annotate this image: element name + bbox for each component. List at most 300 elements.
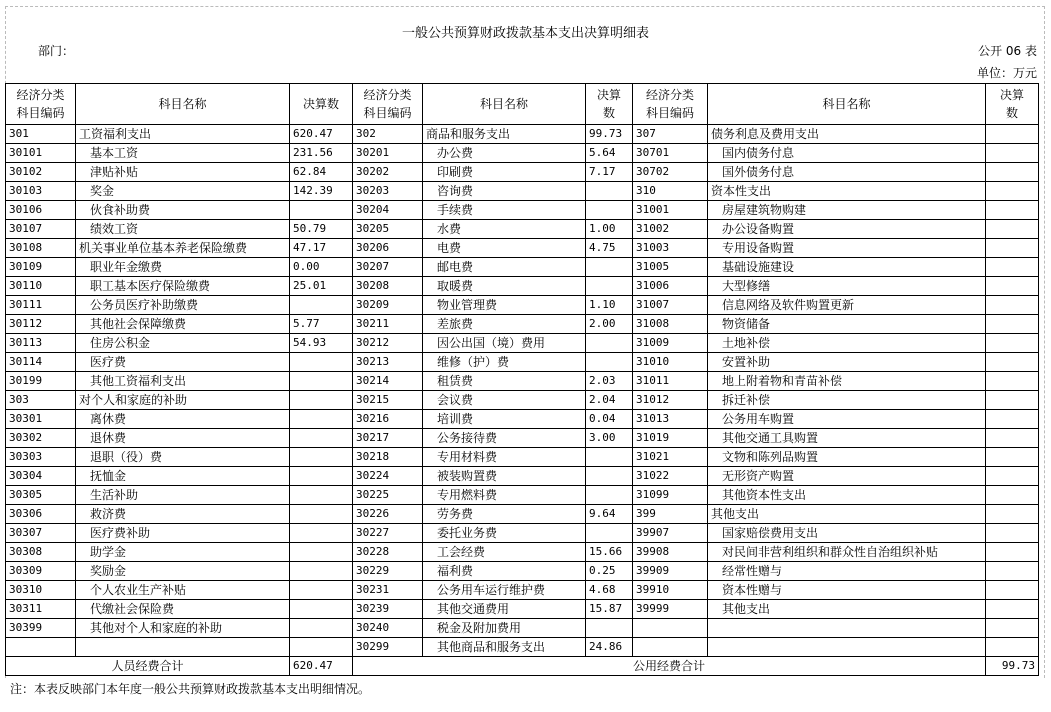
code-cell: 31022 — [633, 467, 708, 486]
amount-cell — [586, 201, 633, 220]
header-name-2: 科目名称 — [423, 84, 586, 125]
code-cell: 30311 — [6, 600, 76, 619]
table-row — [6, 334, 1039, 353]
table-row — [6, 638, 1039, 657]
amount-cell — [290, 524, 353, 543]
amount-cell — [586, 182, 633, 201]
amount-cell — [290, 201, 353, 220]
name-cell: 工会经费 — [423, 543, 586, 562]
amount-cell: 3.00 — [586, 429, 633, 448]
table-row — [6, 277, 1039, 296]
table-row — [6, 486, 1039, 505]
header-row — [6, 84, 1039, 125]
code-cell: 30212 — [353, 334, 423, 353]
amount-cell — [986, 296, 1039, 315]
name-cell: 职工基本医疗保险缴费 — [76, 277, 290, 296]
name-cell — [708, 619, 986, 638]
code-cell: 30309 — [6, 562, 76, 581]
amount-cell: 50.79 — [290, 220, 353, 239]
amount-cell — [290, 505, 353, 524]
name-cell: 公务接待费 — [423, 429, 586, 448]
public-total-value: 99.73 — [986, 657, 1039, 676]
amount-cell — [986, 125, 1039, 144]
table-row — [6, 372, 1039, 391]
amount-cell: 15.87 — [586, 600, 633, 619]
name-cell: 资本性赠与 — [708, 581, 986, 600]
amount-cell — [290, 391, 353, 410]
table-row — [6, 543, 1039, 562]
code-cell: 30111 — [6, 296, 76, 315]
name-cell: 商品和服务支出 — [423, 125, 586, 144]
table-row — [6, 353, 1039, 372]
amount-cell: 5.64 — [586, 144, 633, 163]
code-cell: 30399 — [6, 619, 76, 638]
code-cell: 31010 — [633, 353, 708, 372]
name-cell: 物资储备 — [708, 315, 986, 334]
code-cell: 303 — [6, 391, 76, 410]
name-cell: 租赁费 — [423, 372, 586, 391]
code-cell: 31001 — [633, 201, 708, 220]
code-cell: 30229 — [353, 562, 423, 581]
name-cell: 差旅费 — [423, 315, 586, 334]
header-name-3: 科目名称 — [708, 84, 986, 125]
name-cell: 手续费 — [423, 201, 586, 220]
amount-cell: 47.17 — [290, 239, 353, 258]
table-row — [6, 258, 1039, 277]
name-cell: 电费 — [423, 239, 586, 258]
amount-cell — [986, 429, 1039, 448]
amount-cell — [986, 201, 1039, 220]
table-row — [6, 163, 1039, 182]
amount-cell: 2.00 — [586, 315, 633, 334]
name-cell: 土地补偿 — [708, 334, 986, 353]
table-row — [6, 562, 1039, 581]
amount-cell — [986, 391, 1039, 410]
amount-cell — [586, 467, 633, 486]
amount-cell — [986, 619, 1039, 638]
code-cell: 30302 — [6, 429, 76, 448]
name-cell: 奖金 — [76, 182, 290, 201]
table-row — [6, 391, 1039, 410]
amount-cell: 4.68 — [586, 581, 633, 600]
amount-cell — [986, 486, 1039, 505]
code-cell: 301 — [6, 125, 76, 144]
amount-cell — [290, 429, 353, 448]
footnote: 注：本表反映部门本年度一般公共预算财政拨款基本支出明细情况。 — [10, 682, 371, 696]
amount-cell — [290, 543, 353, 562]
amount-cell — [986, 258, 1039, 277]
name-cell: 取暖费 — [423, 277, 586, 296]
code-cell: 30208 — [353, 277, 423, 296]
name-cell: 咨询费 — [423, 182, 586, 201]
department-label: 部门： — [38, 44, 75, 58]
code-cell: 31011 — [633, 372, 708, 391]
amount-cell: 54.93 — [290, 334, 353, 353]
name-cell: 信息网络及软件购置更新 — [708, 296, 986, 315]
name-cell: 住房公积金 — [76, 334, 290, 353]
code-cell: 30113 — [6, 334, 76, 353]
code-cell: 30306 — [6, 505, 76, 524]
name-cell: 因公出国（境）费用 — [423, 334, 586, 353]
code-cell: 30228 — [353, 543, 423, 562]
amount-cell — [986, 410, 1039, 429]
name-cell: 物业管理费 — [423, 296, 586, 315]
name-cell: 水费 — [423, 220, 586, 239]
table-row — [6, 505, 1039, 524]
code-cell — [633, 619, 708, 638]
code-cell: 30199 — [6, 372, 76, 391]
name-cell: 被装购置费 — [423, 467, 586, 486]
name-cell: 专用设备购置 — [708, 239, 986, 258]
code-cell: 30226 — [353, 505, 423, 524]
name-cell: 对个人和家庭的补助 — [76, 391, 290, 410]
table-row — [6, 182, 1039, 201]
name-cell: 退休费 — [76, 429, 290, 448]
amount-cell — [986, 467, 1039, 486]
code-cell: 30214 — [353, 372, 423, 391]
name-cell: 房屋建筑物购建 — [708, 201, 986, 220]
table-row — [6, 429, 1039, 448]
amount-cell: 9.64 — [586, 505, 633, 524]
table-row — [6, 524, 1039, 543]
table-row — [6, 220, 1039, 239]
table-row — [6, 201, 1039, 220]
amount-cell — [986, 277, 1039, 296]
name-cell: 福利费 — [423, 562, 586, 581]
table-row — [6, 296, 1039, 315]
amount-cell — [986, 600, 1039, 619]
table-row — [6, 125, 1039, 144]
code-cell: 30202 — [353, 163, 423, 182]
code-cell: 30225 — [353, 486, 423, 505]
amount-cell — [986, 163, 1039, 182]
amount-cell — [586, 448, 633, 467]
amount-cell — [290, 372, 353, 391]
name-cell: 基本工资 — [76, 144, 290, 163]
form-number: 公开 06 表 — [978, 44, 1037, 58]
amount-cell — [586, 486, 633, 505]
table-row — [6, 144, 1039, 163]
code-cell: 307 — [633, 125, 708, 144]
amount-cell: 142.39 — [290, 182, 353, 201]
name-cell: 邮电费 — [423, 258, 586, 277]
name-cell: 基础设施建设 — [708, 258, 986, 277]
code-cell: 30211 — [353, 315, 423, 334]
name-cell: 其他对个人和家庭的补助 — [76, 619, 290, 638]
name-cell: 地上附着物和青苗补偿 — [708, 372, 986, 391]
code-cell: 30206 — [353, 239, 423, 258]
amount-cell — [986, 448, 1039, 467]
table-row — [6, 619, 1039, 638]
name-cell: 专用材料费 — [423, 448, 586, 467]
code-cell: 30702 — [633, 163, 708, 182]
code-cell: 39908 — [633, 543, 708, 562]
amount-cell — [986, 562, 1039, 581]
amount-cell — [986, 334, 1039, 353]
code-cell: 31012 — [633, 391, 708, 410]
header-code-3: 经济分类 科目编码 — [633, 84, 708, 125]
name-cell: 大型修缮 — [708, 277, 986, 296]
name-cell: 个人农业生产补贴 — [76, 581, 290, 600]
code-cell: 30303 — [6, 448, 76, 467]
amount-cell: 7.17 — [586, 163, 633, 182]
code-cell: 30106 — [6, 201, 76, 220]
name-cell: 安置补助 — [708, 353, 986, 372]
table-row — [6, 448, 1039, 467]
code-cell: 39999 — [633, 600, 708, 619]
name-cell: 其他商品和服务支出 — [423, 638, 586, 657]
name-cell: 办公设备购置 — [708, 220, 986, 239]
name-cell: 其他工资福利支出 — [76, 372, 290, 391]
amount-cell — [986, 524, 1039, 543]
amount-cell — [290, 600, 353, 619]
amount-cell: 231.56 — [290, 144, 353, 163]
amount-cell — [586, 277, 633, 296]
name-cell: 其他支出 — [708, 600, 986, 619]
amount-cell: 0.25 — [586, 562, 633, 581]
name-cell: 债务利息及费用支出 — [708, 125, 986, 144]
amount-cell — [986, 638, 1039, 657]
amount-cell — [586, 619, 633, 638]
table-row — [6, 410, 1039, 429]
name-cell: 退职（役）费 — [76, 448, 290, 467]
code-cell: 30101 — [6, 144, 76, 163]
amount-cell — [986, 144, 1039, 163]
code-cell: 30205 — [353, 220, 423, 239]
amount-cell: 99.73 — [586, 125, 633, 144]
code-cell: 31009 — [633, 334, 708, 353]
amount-cell — [986, 581, 1039, 600]
code-cell: 31005 — [633, 258, 708, 277]
header-code-1: 经济分类 科目编码 — [6, 84, 76, 125]
name-cell — [76, 638, 290, 657]
name-cell: 抚恤金 — [76, 467, 290, 486]
name-cell: 津贴补贴 — [76, 163, 290, 182]
table-row — [6, 239, 1039, 258]
name-cell: 经常性赠与 — [708, 562, 986, 581]
code-cell: 30304 — [6, 467, 76, 486]
header-amount-2: 决算 数 — [586, 84, 633, 125]
amount-cell: 5.77 — [290, 315, 353, 334]
code-cell: 30213 — [353, 353, 423, 372]
amount-cell — [986, 239, 1039, 258]
amount-cell — [290, 296, 353, 315]
name-cell: 医疗费 — [76, 353, 290, 372]
name-cell: 国内债务付息 — [708, 144, 986, 163]
code-cell: 31003 — [633, 239, 708, 258]
amount-cell: 1.00 — [586, 220, 633, 239]
name-cell: 国外债务付息 — [708, 163, 986, 182]
name-cell: 印刷费 — [423, 163, 586, 182]
code-cell: 39910 — [633, 581, 708, 600]
code-cell: 30308 — [6, 543, 76, 562]
personnel-total-value: 620.47 — [290, 657, 353, 676]
table-row — [6, 581, 1039, 600]
amount-cell: 0.04 — [586, 410, 633, 429]
header-amount-3: 决算 数 — [986, 84, 1039, 125]
name-cell: 伙食补助费 — [76, 201, 290, 220]
personnel-total-label: 人员经费合计 — [6, 657, 290, 676]
name-cell: 其他资本性支出 — [708, 486, 986, 505]
code-cell: 302 — [353, 125, 423, 144]
code-cell: 310 — [633, 182, 708, 201]
amount-cell — [986, 353, 1039, 372]
table-row — [6, 467, 1039, 486]
code-cell: 30305 — [6, 486, 76, 505]
name-cell: 委托业务费 — [423, 524, 586, 543]
code-cell: 30112 — [6, 315, 76, 334]
name-cell: 其他交通费用 — [423, 600, 586, 619]
code-cell: 30307 — [6, 524, 76, 543]
name-cell: 国家赔偿费用支出 — [708, 524, 986, 543]
amount-cell — [586, 258, 633, 277]
code-cell: 31008 — [633, 315, 708, 334]
unit-label: 单位：万元 — [976, 66, 1037, 80]
name-cell: 公务员医疗补助缴费 — [76, 296, 290, 315]
name-cell: 无形资产购置 — [708, 467, 986, 486]
name-cell: 离休费 — [76, 410, 290, 429]
amount-cell — [986, 220, 1039, 239]
amount-cell: 4.75 — [586, 239, 633, 258]
code-cell: 31002 — [633, 220, 708, 239]
code-cell: 30215 — [353, 391, 423, 410]
name-cell: 助学金 — [76, 543, 290, 562]
name-cell: 对民间非营利组织和群众性自治组织补贴 — [708, 543, 986, 562]
code-cell: 31007 — [633, 296, 708, 315]
amount-cell — [986, 182, 1039, 201]
name-cell: 公务用车购置 — [708, 410, 986, 429]
amount-cell — [290, 619, 353, 638]
amount-cell — [586, 524, 633, 543]
code-cell: 31019 — [633, 429, 708, 448]
name-cell: 代缴社会保险费 — [76, 600, 290, 619]
amount-cell — [986, 543, 1039, 562]
code-cell: 39907 — [633, 524, 708, 543]
amount-cell — [586, 353, 633, 372]
amount-cell — [290, 353, 353, 372]
name-cell: 机关事业单位基本养老保险缴费 — [76, 239, 290, 258]
name-cell: 绩效工资 — [76, 220, 290, 239]
code-cell: 30107 — [6, 220, 76, 239]
name-cell: 拆迁补偿 — [708, 391, 986, 410]
amount-cell: 0.00 — [290, 258, 353, 277]
amount-cell — [986, 505, 1039, 524]
name-cell: 维修（护）费 — [423, 353, 586, 372]
amount-cell: 1.10 — [586, 296, 633, 315]
name-cell: 其他支出 — [708, 505, 986, 524]
code-cell: 30209 — [353, 296, 423, 315]
name-cell: 专用燃料费 — [423, 486, 586, 505]
code-cell: 30207 — [353, 258, 423, 277]
code-cell: 30299 — [353, 638, 423, 657]
code-cell: 30102 — [6, 163, 76, 182]
name-cell: 医疗费补助 — [76, 524, 290, 543]
amount-cell — [586, 334, 633, 353]
amount-cell — [290, 410, 353, 429]
amount-cell: 2.04 — [586, 391, 633, 410]
code-cell: 30203 — [353, 182, 423, 201]
header-name-1: 科目名称 — [76, 84, 290, 125]
code-cell — [633, 638, 708, 657]
code-cell: 39909 — [633, 562, 708, 581]
name-cell: 其他交通工具购置 — [708, 429, 986, 448]
code-cell: 30231 — [353, 581, 423, 600]
code-cell: 30310 — [6, 581, 76, 600]
table-row — [6, 315, 1039, 334]
amount-cell — [290, 467, 353, 486]
amount-cell: 620.47 — [290, 125, 353, 144]
code-cell: 30301 — [6, 410, 76, 429]
name-cell: 职业年金缴费 — [76, 258, 290, 277]
code-cell: 30217 — [353, 429, 423, 448]
code-cell: 30239 — [353, 600, 423, 619]
code-cell: 30103 — [6, 182, 76, 201]
amount-cell — [290, 581, 353, 600]
code-cell: 30216 — [353, 410, 423, 429]
code-cell: 31006 — [633, 277, 708, 296]
amount-cell: 15.66 — [586, 543, 633, 562]
name-cell: 税金及附加费用 — [423, 619, 586, 638]
public-total-label: 公用经费合计 — [353, 657, 986, 676]
name-cell: 文物和陈列品购置 — [708, 448, 986, 467]
code-cell: 30204 — [353, 201, 423, 220]
name-cell: 公务用车运行维护费 — [423, 581, 586, 600]
amount-cell: 62.84 — [290, 163, 353, 182]
code-cell: 30114 — [6, 353, 76, 372]
name-cell: 劳务费 — [423, 505, 586, 524]
name-cell: 生活补助 — [76, 486, 290, 505]
amount-cell — [986, 372, 1039, 391]
page-title: 一般公共预算财政拨款基本支出决算明细表 — [401, 26, 649, 41]
amount-cell: 24.86 — [586, 638, 633, 657]
name-cell: 办公费 — [423, 144, 586, 163]
name-cell: 救济费 — [76, 505, 290, 524]
totals-row — [6, 657, 1039, 676]
amount-cell — [290, 486, 353, 505]
name-cell — [708, 638, 986, 657]
code-cell — [6, 638, 76, 657]
expenditure-table — [5, 83, 1039, 676]
code-cell: 30701 — [633, 144, 708, 163]
amount-cell — [290, 562, 353, 581]
code-cell: 30224 — [353, 467, 423, 486]
header-code-2: 经济分类 科目编码 — [353, 84, 423, 125]
name-cell: 培训费 — [423, 410, 586, 429]
amount-cell — [290, 638, 353, 657]
code-cell: 31021 — [633, 448, 708, 467]
code-cell: 399 — [633, 505, 708, 524]
code-cell: 30240 — [353, 619, 423, 638]
code-cell: 30227 — [353, 524, 423, 543]
code-cell: 31013 — [633, 410, 708, 429]
amount-cell: 25.01 — [290, 277, 353, 296]
amount-cell: 2.03 — [586, 372, 633, 391]
name-cell: 资本性支出 — [708, 182, 986, 201]
code-cell: 30109 — [6, 258, 76, 277]
code-cell: 30201 — [353, 144, 423, 163]
code-cell: 30110 — [6, 277, 76, 296]
header-amount-1: 决算数 — [290, 84, 353, 125]
code-cell: 30108 — [6, 239, 76, 258]
code-cell: 30218 — [353, 448, 423, 467]
table-row — [6, 600, 1039, 619]
code-cell: 31099 — [633, 486, 708, 505]
name-cell: 其他社会保障缴费 — [76, 315, 290, 334]
amount-cell — [986, 315, 1039, 334]
amount-cell — [290, 448, 353, 467]
name-cell: 奖励金 — [76, 562, 290, 581]
name-cell: 工资福利支出 — [76, 125, 290, 144]
